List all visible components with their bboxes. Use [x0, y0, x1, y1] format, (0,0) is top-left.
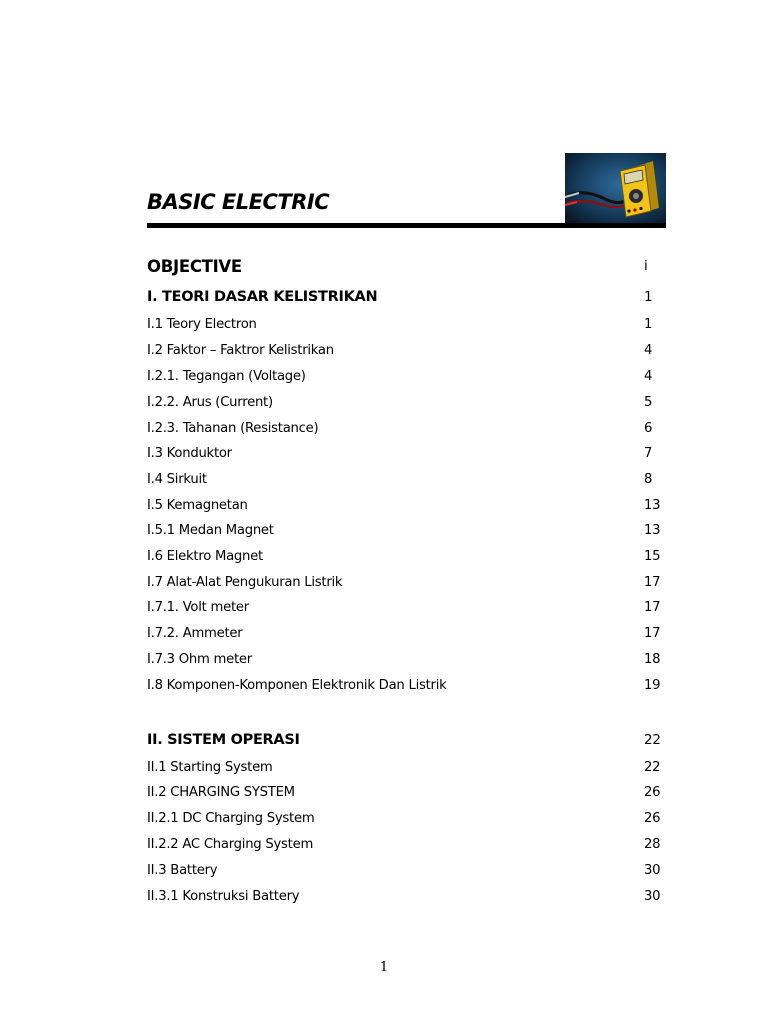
toc-entry-page: 17: [644, 599, 661, 615]
toc-entry-page: 26: [644, 784, 661, 800]
toc-entry: [147, 808, 660, 828]
toc-entry-label: I.2 Faktor – Faktror Kelistrikan: [147, 342, 334, 358]
toc-entry-label: II.2.1 DC Charging System: [147, 810, 315, 826]
toc-entry: [147, 860, 660, 880]
toc-entry: [147, 546, 660, 566]
toc-entry-label: I.8 Komponen-Komponen Elektronik Dan Listrik: [147, 677, 447, 693]
toc-entry: [147, 418, 660, 438]
toc-entry: [147, 469, 660, 489]
toc-entry-page: 1: [644, 289, 653, 305]
toc-entry-label: OBJECTIVE: [147, 256, 242, 276]
toc-entry-page: 30: [644, 862, 661, 878]
toc-entry-label: II.2 CHARGING SYSTEM: [147, 784, 295, 800]
toc-entry-page: 15: [644, 548, 661, 564]
toc-entry: [147, 730, 660, 750]
toc-entry-page: 7: [644, 445, 653, 461]
toc-entry: [147, 623, 660, 643]
toc-entry-label: I.2.1. Tegangan (Voltage): [147, 368, 306, 384]
toc-entry-label: I.4 Sirkuit: [147, 471, 207, 487]
toc-entry-page: 6: [644, 420, 653, 436]
toc-entry-page: 13: [644, 497, 661, 513]
toc-entry: [147, 495, 660, 515]
toc-entry: [147, 675, 660, 695]
toc-entry: [147, 649, 660, 669]
toc-entry-page: 8: [644, 471, 653, 487]
toc-entry: [147, 366, 660, 386]
toc-entry-page: 5: [644, 394, 653, 410]
toc-entry: [147, 757, 660, 777]
toc-entry-page: 22: [644, 732, 661, 748]
toc-entry-page: 22: [644, 759, 661, 775]
toc-entry-label: I.6 Elektro Magnet: [147, 548, 263, 564]
toc-entry-page: 17: [644, 574, 661, 590]
toc-entry-label: I.3 Konduktor: [147, 445, 232, 461]
toc-entry-label: I.7.2. Ammeter: [147, 625, 243, 641]
toc-entry-label: I.7 Alat-Alat Pengukuran Listrik: [147, 574, 343, 590]
toc-entry-label: II.3 Battery: [147, 862, 218, 878]
toc-entry-label: I.7.3 Ohm meter: [147, 651, 252, 667]
toc-entry: [147, 572, 660, 592]
toc-entry-label: I.5 Kemagnetan: [147, 497, 248, 513]
toc-entry-label: I.2.3. Tahanan (Resistance): [147, 420, 319, 436]
toc-entry-page: i: [644, 258, 648, 274]
toc-entry-page: 26: [644, 810, 661, 826]
toc-entry-page: 4: [644, 342, 653, 358]
page-number: 1: [379, 960, 389, 975]
toc-entry: [147, 392, 660, 412]
multimeter-photo-icon: [565, 153, 666, 223]
toc-entry: [147, 886, 660, 906]
toc-entry-label: I.7.1. Volt meter: [147, 599, 249, 615]
toc-entry-label: II. SISTEM OPERASI: [147, 732, 300, 748]
toc-entry-label: I.2.2. Arus (Current): [147, 394, 273, 410]
toc-entry: [147, 834, 660, 854]
toc-entry-page: 18: [644, 651, 661, 667]
toc-entry-label: I.5.1 Medan Magnet: [147, 522, 274, 538]
toc-entry-page: 4: [644, 368, 653, 384]
toc-entry-page: 13: [644, 522, 661, 538]
title-rule: [147, 223, 666, 228]
toc-entry-page: 30: [644, 888, 661, 904]
toc-entry-label: II.1 Starting System: [147, 759, 273, 775]
toc-entry: [147, 287, 660, 307]
document-title: BASIC ELECTRIC: [147, 190, 330, 214]
toc-entry-page: 28: [644, 836, 661, 852]
toc-entry: [147, 520, 660, 540]
toc-entry-label: I. TEORI DASAR KELISTRIKAN: [147, 289, 378, 305]
toc-entry-page: 17: [644, 625, 661, 641]
toc-entry-page: 1: [644, 316, 653, 332]
toc-entry: [147, 314, 660, 334]
toc-entry-label: II.3.1 Konstruksi Battery: [147, 888, 300, 904]
toc-entry: [147, 443, 660, 463]
toc-entry-page: 19: [644, 677, 661, 693]
toc-entry: [147, 340, 660, 360]
toc-entry: [147, 256, 660, 276]
toc-entry-label: I.1 Teory Electron: [147, 316, 257, 332]
toc-entry: [147, 597, 660, 617]
toc-entry: [147, 782, 660, 802]
toc-entry-label: II.2.2 AC Charging System: [147, 836, 314, 852]
